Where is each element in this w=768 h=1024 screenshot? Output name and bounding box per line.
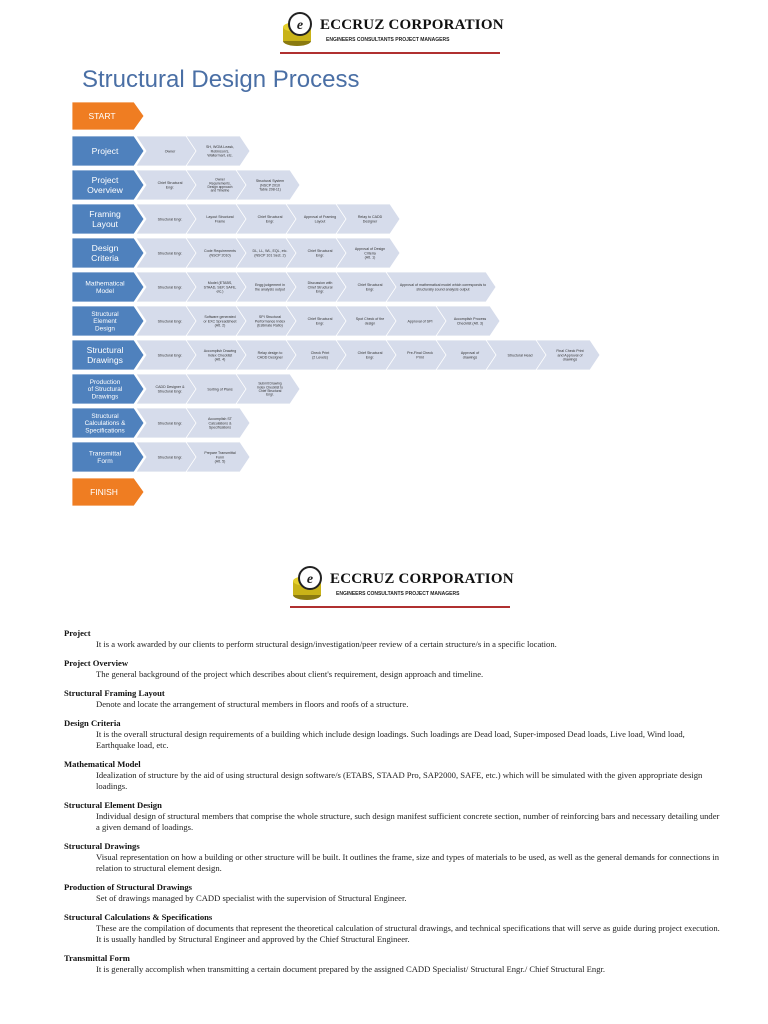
company-logo-top (280, 10, 504, 50)
step-label: Spot Check of the design (355, 317, 385, 326)
step-label: Structural System (NSCP 2010 Table 208-11) (255, 179, 285, 192)
step-label: Chief Structural Engr. (357, 283, 383, 292)
step-label: DL, LL, WL, EQL, etc. (NSCP 101 Sect. 2) (252, 249, 288, 258)
step-label: SH, WGM-Leask, Robinson's, Waltermart, etc. (206, 145, 234, 158)
stage-label: Mathematical Model (85, 280, 125, 296)
step-label: Approval of Design Criteria (Att. 1) (354, 247, 386, 260)
definition-desc: It is a work awarded by our clients to perform structural design/investigation/peer review of a certain structure/s in a specific location. (96, 639, 557, 649)
step-label: Approval of mathematical model which corresponds to structurally sound analysis output (399, 283, 487, 292)
step-label: Structural Engr. (157, 217, 183, 222)
svg-text:e: e (296, 18, 304, 33)
logo-underline (290, 606, 510, 608)
step-label: Owner Requirements, Design approach and Timeline (207, 177, 233, 193)
definition-desc: It is generally accomplish when transmitting a certain document prepared by the assigned CADD Specialist/ Structural Engr./ Chief Structural Engr. (96, 964, 606, 974)
definition-item (64, 800, 724, 833)
definition-term: Structural Element Design (64, 800, 162, 810)
stage-label: Design Criteria (91, 243, 119, 263)
step-label: Structural Engr. (157, 353, 183, 358)
step-label: Accomplish ST Calculations & Specifications (208, 417, 232, 430)
step-label: Chief Structural Engr. (307, 317, 333, 326)
step-label: Structural Head (507, 353, 533, 358)
step-label: Structural Engr. (157, 285, 183, 290)
definition-term: Project Overview (64, 658, 129, 668)
stage-label: Framing Layout (89, 209, 121, 229)
step-label: Structural Engr. (157, 455, 183, 460)
process-flowchart (70, 98, 670, 513)
step-label: Prepare Transmittal Form (Att. 5) (204, 451, 236, 464)
step-label: Discussion with Chief Structural Engr. (307, 281, 333, 294)
definition-term: Structural Framing Layout (64, 688, 165, 698)
company-tagline: ENGINEERS CONSULTANTS PROJECT MANAGERS (336, 591, 460, 597)
svg-text:e: e (306, 572, 314, 587)
definition-term: Project (64, 628, 91, 638)
definition-desc: Individual design of structural members that comprise the whole structure, such design manifest sufficient concrete section, number of reinforcing bars and necessary detailing under a given demand of loadings. (96, 811, 720, 832)
step-label: Structural Engr. (157, 319, 183, 324)
step-label: Structural Engr. (157, 421, 183, 426)
company-name: ECCRUZ CORPORATION (330, 571, 514, 587)
stage-label: Structural Drawings (86, 345, 124, 365)
company-name: ECCRUZ CORPORATION (320, 17, 504, 33)
step-label: Accomplish Process Checklist (Att. 3) (453, 317, 487, 326)
step-label: Relay to CADD Designer (357, 215, 383, 224)
step-label: Engg judgement in the analysis output (255, 283, 285, 292)
stage-label: Structural Calculations & Specifications (84, 413, 126, 435)
step-label: Code Requirements (NSCP 2010) (204, 249, 236, 258)
step-label: Accomplish Drawing Index Checklist (Att. 4) (203, 349, 237, 362)
step-label: Chief Structural Engr. (257, 215, 283, 224)
start-label: START (88, 110, 116, 121)
definitions-list (64, 628, 724, 983)
step-label: Submit Drawing Index Checklist to Chief Structural Engr. (256, 381, 284, 397)
definition-item (64, 688, 724, 710)
step-label: Chief Structural Engr. (307, 249, 333, 258)
step-label: Final Check Print and Approval of drawings (556, 349, 584, 362)
definition-term: Transmittal Form (64, 953, 130, 963)
eccruz-emblem-icon (280, 10, 320, 50)
definition-term: Production of Structural Drawings (64, 882, 193, 892)
eccruz-emblem-icon (290, 564, 330, 604)
definition-desc: These are the compilation of documents that represent the theoretical calculation of structural drawings, and technical specifications that will serve as guide during project execution. It is usually handled by Structural Engineer and approved by the Chief Structural Engineer. (96, 923, 720, 944)
step-label: Layout Structural Frame (206, 215, 234, 224)
stage-label: Project Overview (87, 175, 123, 195)
finish-label: FINISH (90, 486, 118, 497)
definition-term: Design Criteria (64, 718, 121, 728)
stage-label: Transmittal Form (88, 450, 122, 466)
stage-label: Project (91, 146, 119, 157)
definition-desc: Visual representation on how a building or other structure will be built. It outlines the frame, size and types of materials to be used, as well as the general demands for connections in relation to structural element design. (96, 852, 720, 873)
definition-desc: The general background of the project which describes about client's requirement, design approach and timeline. (96, 669, 484, 679)
step-label: Check Print (2 Levels) (310, 351, 330, 360)
step-label: Structural Engr. (157, 251, 183, 256)
step-label: Approval of drawings (460, 351, 480, 360)
logo-underline (280, 52, 500, 54)
step-label: Approval of Framing Layout (303, 215, 337, 224)
definition-desc: It is the overall structural design requirements of a building which include design loadings. Such loadings are Dead load, Super-imposed Dead loads, Live load, Wind load, Earthquake load, etc. (96, 729, 685, 750)
step-label: SPI Structural Performance Index (Estimate Ratio) (254, 315, 286, 328)
definition-item (64, 658, 724, 680)
step-label: Pre-Final Check Print (407, 351, 433, 360)
stage-label: Production of Structural Drawings (87, 379, 123, 401)
definition-item (64, 912, 724, 945)
definition-desc: Idealization of structure by the aid of using structural design software/s (ETABS, STAAD Pro, SAP2000, SAFE, etc.) which will be simulated with the given appropriate design loadings. (96, 770, 703, 791)
definition-item (64, 882, 724, 904)
step-label: Chief Structural Engr. (157, 181, 183, 190)
definition-item (64, 628, 724, 650)
definition-term: Structural Calculations & Specifications (64, 912, 213, 922)
definition-item (64, 953, 724, 975)
step-label: Chief Structural Engr. (357, 351, 383, 360)
definition-item (64, 841, 724, 874)
page-title: Structural Design Process (82, 66, 360, 93)
definition-desc: Set of drawings managed by CADD specialist with the supervision of Structural Engineer. (96, 893, 407, 903)
company-tagline: ENGINEERS CONSULTANTS PROJECT MANAGERS (326, 37, 450, 43)
definition-item (64, 718, 724, 751)
step-label: Relay design to CADD Designer (257, 351, 283, 360)
stage-label: Structural Element Design (91, 311, 119, 333)
step-label: Owner (164, 149, 176, 154)
company-logo-bottom (290, 564, 514, 604)
step-label: Model (ETABS, STAAD, SEP, SAFE, etc.) (203, 281, 237, 294)
definition-item (64, 759, 724, 792)
step-label: Approval of SPI (407, 319, 433, 324)
definition-term: Structural Drawings (64, 841, 140, 851)
step-label: CADD Designer & Structural Engr. (155, 385, 185, 394)
step-label: Sorting of Plans (207, 387, 233, 392)
step-label: Software generated or EXC Spreadsheet (Att. 2) (203, 315, 237, 328)
definition-term: Mathematical Model (64, 759, 141, 769)
definition-desc: Denote and locate the arrangement of structural members in floors and roofs of a structure. (96, 699, 409, 709)
